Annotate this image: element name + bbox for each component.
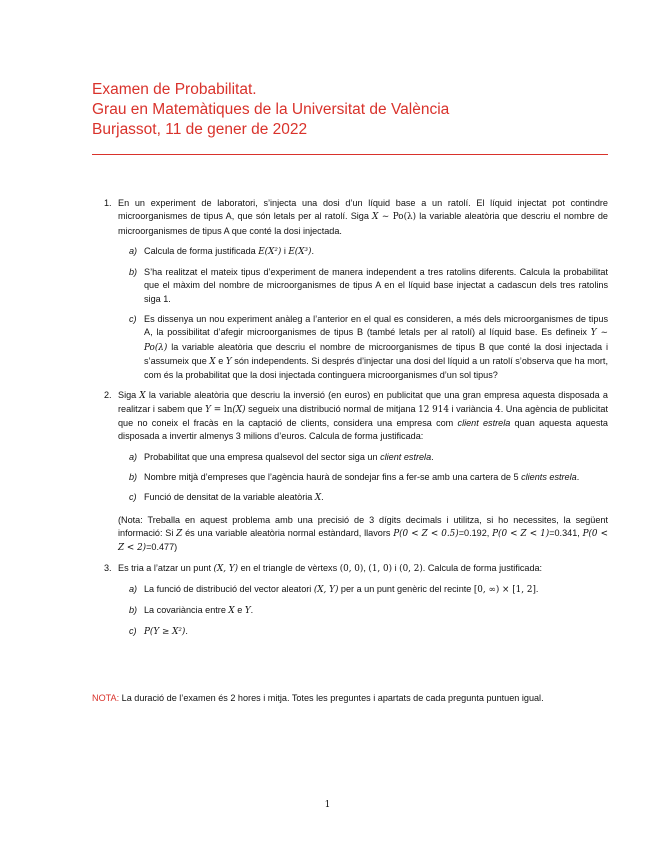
- note-text: La duració de l’examen és 2 hores i mitja. Totes les preguntes i apartats de cada pregunta puntuen igual.: [119, 693, 544, 703]
- question-note: (Nota: Treballa en aquest problema amb una precisió de 3 dígits decimals i utilitza, si ho necessites, la següent informació: Si Z és una variable aleatòria normal estàndard, llavors P(0 < Z < 0.5)=0.192, P(0 < Z < 1)=0.341, P(0 < Z < 2)=0.477): [118, 514, 608, 554]
- header-degree: Grau en Matemàtiques de la Universitat de València: [92, 101, 450, 118]
- header-title: Examen de Probabilitat.: [92, 81, 257, 98]
- exam-note: [92, 692, 608, 705]
- question-3: [92, 562, 608, 640]
- subquestion-label: c): [129, 492, 137, 503]
- subquestion-a: a) La funció de distribució del vector aleatori (X, Y) per a un punt genèric del recinte [0, ∞) × [1, 2].: [129, 583, 539, 595]
- subquestion-b: b) S’ha realitzat el mateix tipus d’experiment de manera independent a tres ratolins diferents. Calcula la probabilitat que el màxim del nombre de microorganismes de tipus A en el líquid base injectat a cadascun dels tres ratolins siga 1.: [129, 267, 608, 304]
- header-divider: [92, 154, 608, 155]
- subquestion-b: b) La covariància entre X e Y.: [129, 605, 254, 617]
- header-date: Burjassot, 11 de gener de 2022: [92, 121, 308, 138]
- note-label: NOTA:: [92, 693, 120, 703]
- subquestion-a: a) Probabilitat que una empresa qualsevol del sector siga un client estrela.: [118, 451, 608, 464]
- question-1: [92, 197, 608, 383]
- subquestion-label: a): [129, 583, 138, 594]
- subquestion-label: b): [129, 267, 138, 278]
- page-number: 1: [324, 800, 331, 810]
- question-intro: En un experiment de laboratori, s’injecta una dosi d’un líquid base a un ratolí. El líquid injectat pot contindre microorganismes de tipus A, que són letals per al ratolí. Siga X ∼ Po(λ) la variable aleatòria que descriu el nombre de microorganismes de tipus A que conté la dosi injectada.: [118, 198, 608, 236]
- question-intro: Es tria a l’atzar un punt (X, Y) en el triangle de vèrtexs (0, 0), (1, 0) i (0, 2). Calcula de forma justificada:: [118, 562, 543, 574]
- subquestion-c: c) Funció de densitat de la variable aleatòria X.: [129, 492, 324, 504]
- question-number: 2.: [104, 389, 112, 400]
- subquestion-a: a) Calcula de forma justificada E(X²) i E(X³).: [129, 245, 314, 257]
- question-number: 1.: [104, 198, 112, 208]
- subquestion-label: c): [129, 626, 137, 637]
- question-number: 3.: [104, 562, 112, 573]
- subquestion-b: b) Nombre mitjà d’empreses que l’agència haurà de sondejar fins a fer-se amb una cartera de 5 clients estrela.: [118, 471, 608, 484]
- subquestion-label: b): [129, 472, 138, 483]
- subquestion-label: c): [129, 314, 137, 325]
- exam-header: [92, 80, 612, 140]
- subquestion-c: c) Es dissenya un nou experiment anàleg a l’anterior en el qual es consideren, a més dels microorganismes de tipus A, la possibilitat d’afegir microorganismes de tipus B (també letals per al ratolí) al líquid base. Es defineix Y ∼ Po(λ) la variable aleatòria que descriu el nombre de microorganismes de tipus B que conté la dosi injectada i s’assumeix que X e Y són independents. Si després d’injectar una dosi del líquid a un ratolí s’observa que ha mort, com és la probabilitat que la dosi injectada continguera microorganismes d’un sol tipus?: [129, 314, 608, 381]
- exam-body: [92, 197, 608, 646]
- subquestion-label: a): [129, 451, 138, 462]
- subquestion-label: b): [129, 605, 138, 616]
- subquestion-c: c) P(Y ≥ X²).: [129, 626, 188, 638]
- question-intro: Siga X la variable aleatòria que descriu la inversió (en euros) en publicitat que una gran empresa aquesta disposada a realitzar i sabem que Y = ln(X) segueix una distribució normal de mitjana 12 914 i variància 4. Una agència de publicitat que no coneix el fracàs en la captació de clients, considera una empresa com client estrela quan aquesta aquesta disposada a invertir almenys 3 milions d’euros. Calcula de forma justificada:: [118, 389, 608, 442]
- question-2: [92, 389, 608, 556]
- subquestion-label: a): [129, 245, 138, 256]
